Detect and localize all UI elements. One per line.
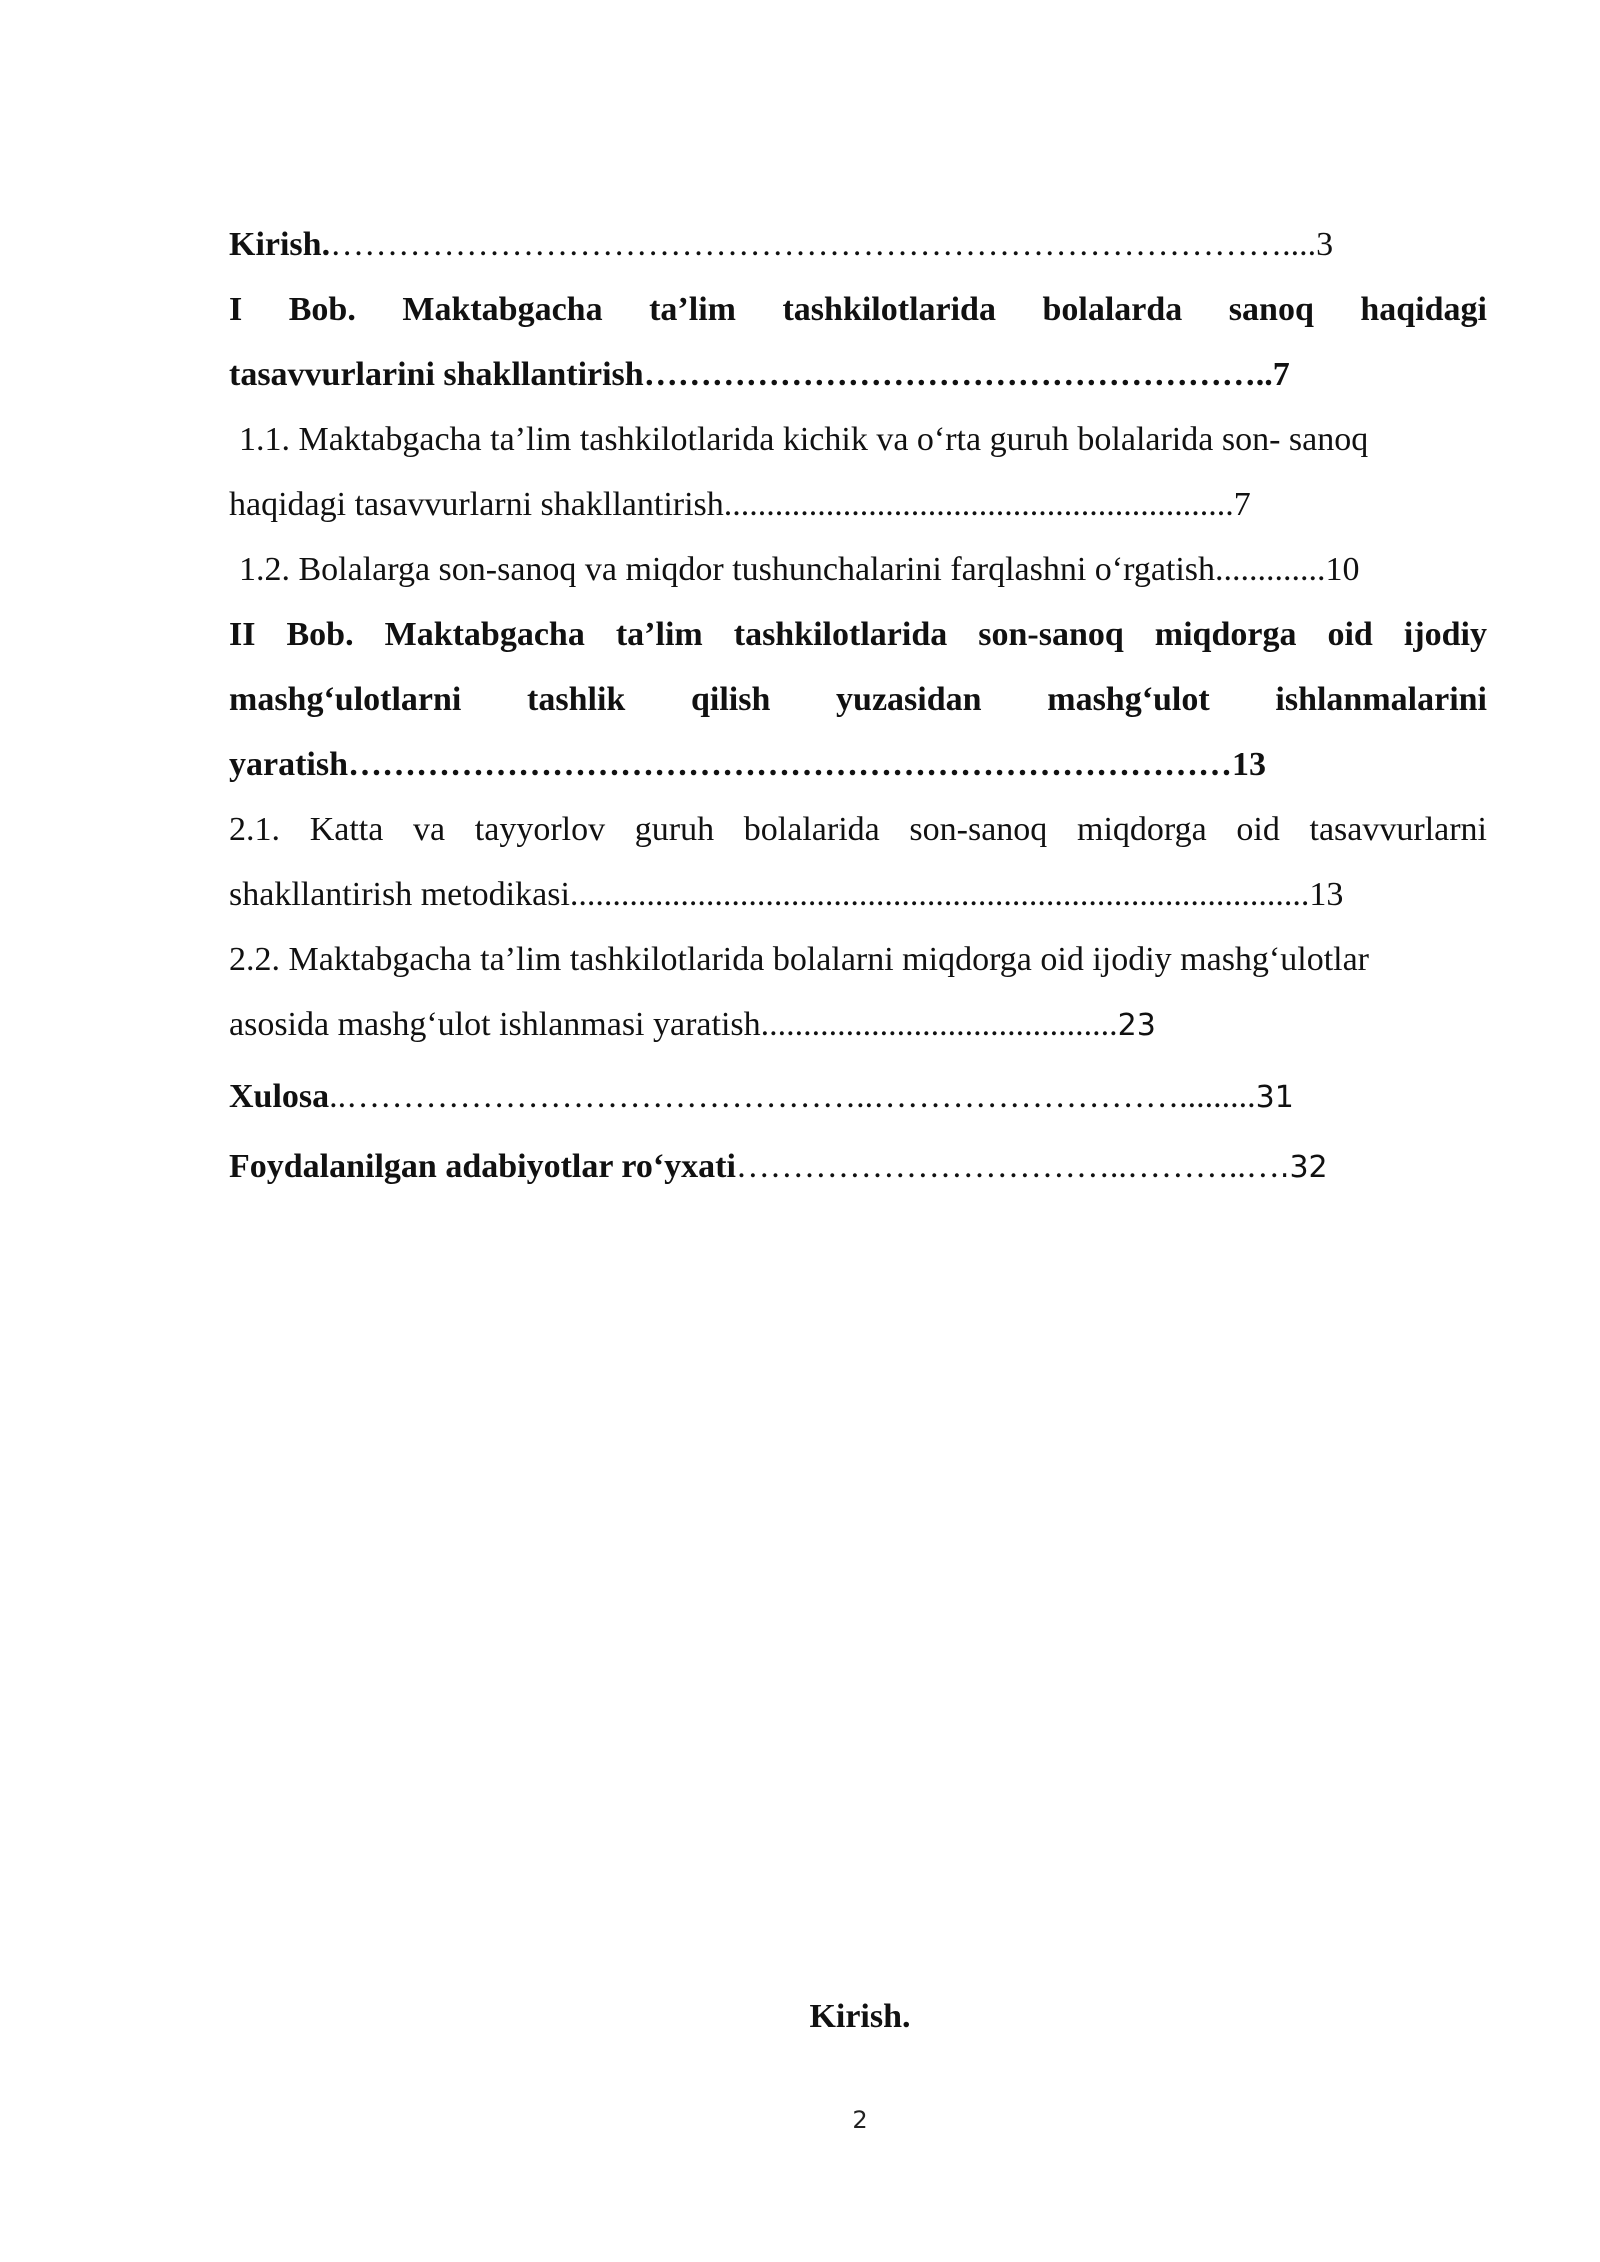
- toc-title-line: [229, 472, 1487, 537]
- toc-dots: ..………………………………………..……………………….........: [329, 1078, 1256, 1115]
- toc-entry-2-2[interactable]: [229, 927, 1487, 1058]
- toc-title-line: 2.2. Maktabgacha ta’lim tashkilotlarida bolalarni miqdorga oid ijodiy mashg‘ulotlar: [229, 941, 1369, 978]
- toc-page: 10: [1325, 551, 1360, 588]
- toc-title: Kirish.: [229, 226, 331, 263]
- toc-page: 7: [1233, 486, 1251, 523]
- toc-title-line: 2.1. Katta va tayyorlov guruh bolalarida son-sanoq miqdorga oid tasavvurlarni: [229, 811, 1487, 848]
- toc-title-line: mashg‘ulotlarni tashlik qilish yuzasidan mashg‘ulot ishlanmalarini: [229, 681, 1487, 718]
- toc-title: shakllantirish metodikasi: [229, 876, 570, 913]
- toc-page: 23: [1117, 1008, 1156, 1043]
- toc-title-line: [229, 732, 1487, 797]
- toc-entry-xulosa[interactable]: [229, 1064, 1487, 1130]
- toc-page: 31: [1255, 1080, 1294, 1115]
- section-heading: Kirish.: [809, 1998, 911, 2035]
- toc-dots: .......................................................................................: [569, 876, 1310, 913]
- toc-dots: ............................................................: [723, 486, 1234, 523]
- toc-entry-2-1[interactable]: [229, 797, 1487, 927]
- toc-page: .32: [1279, 1150, 1328, 1185]
- toc-title-line: II Bob. Maktabgacha ta’lim tashkilotlarida son-sanoq miqdorga oid ijodiy: [229, 616, 1487, 653]
- page-number: 2: [852, 2106, 868, 2134]
- toc-title: 1.2. Bolalarga son-sanoq va miqdor tushunchalarini farqlashni o‘rgatish: [239, 551, 1216, 588]
- toc-entry-1-2[interactable]: [229, 537, 1487, 602]
- toc-entry-kirish[interactable]: [229, 212, 1487, 277]
- toc-dots: ………………………………………………………………………….: [330, 226, 1291, 263]
- toc-page: 7: [1272, 356, 1290, 393]
- toc-title-line: [229, 862, 1487, 927]
- toc-title: haqidagi tasavvurlarni shakllantirish: [229, 486, 724, 523]
- toc-entry-1-1[interactable]: [229, 407, 1487, 537]
- toc-dots: ..........................................: [760, 1006, 1118, 1043]
- toc-dots: ………………………………………………..: [643, 356, 1273, 393]
- toc-page: 13: [1232, 746, 1266, 783]
- toc-title: Foydalanilgan adabiyotlar ro‘yxati: [229, 1148, 736, 1185]
- toc-dots: .............: [1215, 551, 1326, 588]
- toc-title-line: 1.1. Maktabgacha ta’lim tashkilotlarida kichik va o‘rta guruh bolalarida son- sanoq: [239, 421, 1369, 458]
- toc-dots: ……………………………………………………………………: [348, 746, 1232, 783]
- toc-title-line: I Bob. Maktabgacha ta’lim tashkilotlarida bolalarda sanoq haqidagi: [229, 291, 1487, 328]
- table-of-contents: [229, 212, 1487, 1200]
- toc-entry-adabiyotlar[interactable]: [229, 1134, 1487, 1200]
- toc-entry-bob-2[interactable]: [229, 602, 1487, 797]
- toc-dots: ……………………………..………..…: [735, 1148, 1280, 1185]
- toc-title: asosida mashg‘ulot ishlanmasi yaratish: [229, 1006, 761, 1043]
- toc-entry-bob-1[interactable]: [229, 277, 1487, 407]
- toc-page: 13: [1309, 876, 1344, 913]
- toc-title: tasavvurlarini shakllantirish: [229, 356, 644, 393]
- toc-title: Xulosa: [229, 1078, 330, 1115]
- toc-title: yaratish: [229, 746, 348, 783]
- toc-title-line: [229, 992, 1487, 1058]
- toc-title-line: [229, 342, 1487, 407]
- toc-page: ...3: [1290, 226, 1334, 263]
